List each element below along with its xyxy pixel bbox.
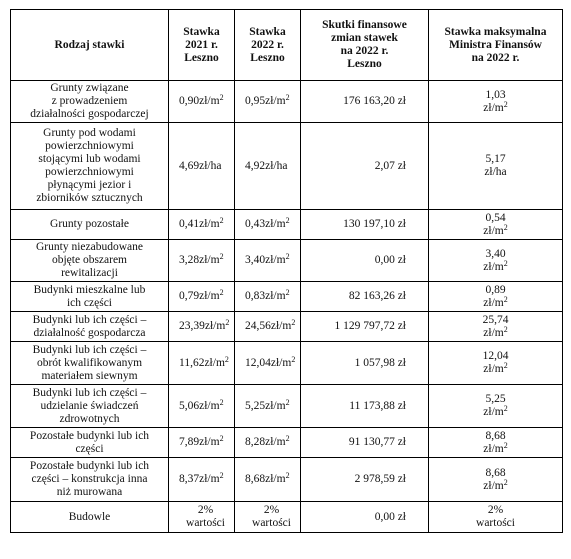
rate-unit: $zł/m^2$ [270, 354, 296, 369]
table-row [11, 210, 563, 240]
rate-type-line: stojącymi lub wodami [38, 153, 141, 165]
rate-type-line: zdrowotnych [59, 412, 120, 425]
rate-type-line: Budynki lub ich części – [32, 343, 147, 356]
rate-value: 0,41 [179, 218, 200, 230]
rate-unit: $zł/m^2$ [199, 93, 224, 107]
rate-type-line: materiałem siewnym [41, 369, 138, 382]
rate-value: 7,89 [179, 436, 200, 448]
rate-2021-cell [169, 312, 235, 342]
rate-2021-cell [169, 240, 235, 282]
rate-value: 11,62 [179, 356, 205, 369]
rate-value: 23,39 [179, 320, 205, 332]
rate-type-line: działalność gospodarcza [33, 326, 146, 339]
rate-value: 3,28 [179, 254, 200, 266]
rate-2022-cell [235, 502, 301, 533]
rate-value: 8,37 [179, 473, 200, 485]
rate-type-line: Grunty pod wodami [43, 127, 136, 139]
square-superscript: 2 [285, 397, 290, 407]
rate-type-line: płynącymi jezior i [47, 179, 132, 191]
document-page [10, 9, 562, 533]
rate-2021-cell [169, 502, 235, 533]
rate-type-line: ich części [66, 296, 112, 309]
rate-type-line: Budynki lub ich części – [32, 313, 147, 326]
rate-type-line: Budynki mieszkalne lub [33, 283, 146, 296]
square-superscript: 2 [285, 288, 290, 297]
rate-unit: $zł/m^2$ [204, 354, 229, 369]
rate-value: 0,43 [245, 218, 266, 230]
table-row [11, 385, 563, 428]
table-row [11, 458, 563, 502]
rate-value: 2% [197, 504, 214, 516]
rate-value: 8,68 [245, 473, 266, 485]
square-superscript: 2 [219, 397, 224, 407]
rate-type-line: Grunty niezabudowane [36, 241, 143, 253]
rate-value: 2% [487, 504, 504, 516]
rate-2021-cell [169, 81, 235, 123]
rate-2021-cell [169, 428, 235, 458]
rate-unit: $zł/m^2$ [199, 397, 224, 412]
rate-unit: $zł/m^2$ [265, 434, 290, 448]
rate-type-cell [11, 240, 169, 282]
square-superscript: 2 [219, 216, 224, 225]
rate-type-line: Grunty pozostałe [50, 218, 129, 230]
square-superscript: 2 [503, 361, 508, 370]
square-superscript: 2 [225, 318, 230, 327]
rate-2022-cell [235, 123, 301, 210]
header-max-rate: Stawka maksymalna Ministra Finansów na 2022 r. [429, 10, 563, 81]
header-row [11, 10, 563, 81]
rate-2022-cell [235, 81, 301, 123]
rate-type-line: udzielanie świadczeń [40, 399, 139, 412]
header-rate-2021: Stawka 2021 r. Leszno [169, 10, 235, 81]
rate-value: 24,56 [245, 320, 271, 332]
rate-type-cell [11, 312, 169, 342]
square-superscript: 2 [503, 404, 508, 413]
rate-unit: wartości [186, 517, 225, 529]
rate-unit: $zł/m^2$ [483, 222, 508, 237]
rate-type-cell [11, 210, 169, 240]
rate-unit: wartości [252, 517, 291, 529]
rate-value: 0,90 [179, 95, 200, 107]
rate-value: 3,40 [485, 247, 506, 260]
rate-value: 1,03 [485, 88, 506, 101]
square-superscript: 2 [503, 294, 508, 304]
financial-effect-cell: 176 163,20 zł [301, 81, 429, 123]
tax-rates-table [10, 9, 563, 533]
financial-effect-cell: 2,07 zł [301, 123, 429, 210]
rate-unit: $zł/m^2$ [199, 434, 224, 448]
square-superscript: 2 [503, 440, 508, 450]
rate-type-line: zbiorników sztucznych [36, 192, 143, 204]
rate-type-cell [11, 282, 169, 312]
rate-value: 8,68 [485, 466, 506, 479]
rate-unit: $zł/m^2$ [265, 288, 290, 302]
rate-unit: $zł/m^2$ [483, 477, 508, 492]
rate-type-cell [11, 428, 169, 458]
table-row [11, 123, 563, 210]
square-superscript: 2 [219, 288, 224, 297]
rate-2022-cell [235, 282, 301, 312]
table-row [11, 240, 563, 282]
rate-unit: zł/ha [199, 159, 222, 172]
square-superscript: 2 [219, 434, 224, 443]
rate-value: 8,68 [485, 429, 506, 442]
rate-unit: $zł/m^2$ [265, 93, 290, 107]
square-superscript: 2 [503, 324, 508, 334]
table-row [11, 81, 563, 123]
max-rate-cell [429, 428, 563, 458]
rate-value: 12,04 [482, 350, 509, 362]
rate-type-line: części – konstrukcja inna [31, 473, 148, 485]
max-rate-cell [429, 458, 563, 502]
rate-value: 4,69 [179, 159, 200, 172]
rate-type-line: Budynki lub ich części – [32, 386, 147, 399]
table-row [11, 502, 563, 533]
rate-unit: $zł/m^2$ [265, 397, 290, 412]
rate-type-cell [11, 385, 169, 428]
square-superscript: 2 [291, 318, 296, 327]
table-row [11, 342, 563, 385]
rate-2021-cell [169, 282, 235, 312]
rate-type-line: powierzchniowymi [45, 140, 134, 152]
rate-type-line: Grunty związane [50, 82, 129, 94]
financial-effect-cell: 1 057,98 zł [301, 342, 429, 385]
financial-effect-cell: 2 978,59 zł [301, 458, 429, 502]
rate-type-line: rewitalizacji [61, 267, 118, 279]
square-superscript: 2 [219, 471, 224, 480]
rate-unit: $zł/m^2$ [199, 252, 224, 266]
financial-effect-cell: 130 197,10 zł [301, 210, 429, 240]
max-rate-cell [429, 81, 563, 123]
rate-unit: $zł/m^2$ [199, 216, 224, 230]
rate-unit: zł/ha [265, 159, 288, 172]
rate-value: 12,04 [245, 356, 271, 369]
rate-value: 0,89 [485, 283, 506, 296]
rate-value: 4,92 [245, 159, 266, 172]
max-rate-cell [429, 502, 563, 533]
rate-2022-cell [235, 428, 301, 458]
table-row [11, 428, 563, 458]
rate-2021-cell [169, 123, 235, 210]
rate-unit: $zł/m^2$ [483, 324, 508, 339]
rate-unit: $zł/m^2$ [483, 440, 508, 455]
financial-effect-cell: 0,00 zł [301, 502, 429, 533]
rate-type-line: obrót kwalifikowanym [36, 356, 143, 369]
max-rate-cell [429, 210, 563, 240]
financial-effect-cell: 82 163,26 zł [301, 282, 429, 312]
rate-value: 5,25 [245, 399, 266, 412]
square-superscript: 2 [503, 99, 508, 109]
rate-unit: $zł/m^2$ [265, 252, 290, 266]
square-superscript: 2 [285, 471, 290, 480]
rate-unit: $zł/m^2$ [483, 258, 508, 273]
table-row [11, 282, 563, 312]
max-rate-cell [429, 282, 563, 312]
rate-type-cell [11, 502, 169, 533]
rate-type-line: z prowadzeniem [51, 95, 128, 107]
square-superscript: 2 [291, 354, 296, 364]
max-rate-cell [429, 312, 563, 342]
square-superscript: 2 [503, 477, 508, 487]
rate-2021-cell [169, 385, 235, 428]
rate-unit: $zł/m^2$ [265, 471, 290, 485]
rate-type-cell [11, 81, 169, 123]
rate-value: 0,95 [245, 95, 266, 107]
rate-unit: $zł/m^2$ [265, 216, 290, 230]
rate-type-line: części [75, 442, 104, 455]
rate-type-line: powierzchniowymi [45, 166, 134, 178]
rate-unit: $zł/m^2$ [483, 361, 508, 375]
rate-type-line: niż murowana [56, 486, 123, 498]
rate-type-cell [11, 458, 169, 502]
max-rate-cell [429, 385, 563, 428]
header-rate-2022: Stawka 2022 r. Leszno [235, 10, 301, 81]
rate-unit: $zł/m^2$ [483, 404, 508, 418]
max-rate-cell [429, 240, 563, 282]
rate-2022-cell [235, 240, 301, 282]
rate-unit: $zł/m^2$ [199, 288, 224, 302]
square-superscript: 2 [285, 93, 290, 102]
square-superscript: 2 [224, 354, 229, 364]
rate-2021-cell [169, 458, 235, 502]
max-rate-cell [429, 342, 563, 385]
rate-2022-cell [235, 342, 301, 385]
rate-unit: zł/ha [484, 166, 507, 178]
rate-value: 5,06 [179, 399, 200, 412]
rate-value: 0,54 [485, 211, 506, 224]
rate-unit: $zł/m^2$ [199, 471, 224, 485]
rate-2022-cell [235, 312, 301, 342]
financial-effect-cell: 0,00 zł [301, 240, 429, 282]
square-superscript: 2 [219, 93, 224, 102]
rate-2022-cell [235, 210, 301, 240]
header-financial-effects: Skutki finansowe zmian stawek na 2022 r. Leszno [301, 10, 429, 81]
square-superscript: 2 [285, 252, 290, 261]
table-row [11, 312, 563, 342]
rate-unit: $zł/m^2$ [204, 318, 230, 332]
rate-unit: $zł/m^2$ [270, 318, 296, 332]
rate-2022-cell [235, 385, 301, 428]
rate-2021-cell [169, 210, 235, 240]
rate-value: 0,83 [245, 290, 266, 302]
rate-value: 2% [263, 504, 280, 516]
square-superscript: 2 [219, 252, 224, 261]
rate-type-line: objęte obszarem [51, 254, 128, 266]
rate-value: 0,79 [179, 290, 200, 302]
rate-unit: $zł/m^2$ [483, 99, 508, 114]
max-rate-cell [429, 123, 563, 210]
rate-type-cell [11, 342, 169, 385]
square-superscript: 2 [285, 434, 290, 443]
header-type: Rodzaj stawki [11, 10, 169, 81]
rate-type-line: działalności gospodarczej [30, 108, 149, 120]
square-superscript: 2 [503, 258, 508, 268]
square-superscript: 2 [285, 216, 290, 225]
rate-2022-cell [235, 458, 301, 502]
rate-value: 8,28 [245, 436, 266, 448]
rate-type-cell [11, 123, 169, 210]
rate-type-line: Pozostałe budynki lub ich [29, 429, 150, 442]
rate-type-line: Pozostałe budynki lub ich [29, 460, 150, 472]
financial-effect-cell: 1 129 797,72 zł [301, 312, 429, 342]
rate-value: 5,17 [485, 153, 506, 165]
financial-effect-cell: 91 130,77 zł [301, 428, 429, 458]
rate-value: 25,74 [482, 313, 509, 326]
rate-type-line: Budowle [68, 510, 111, 523]
square-superscript: 2 [503, 222, 508, 232]
rate-value: 5,25 [485, 393, 506, 405]
rate-unit: wartości [476, 517, 515, 529]
rate-value: 3,40 [245, 254, 266, 266]
rate-unit: $zł/m^2$ [483, 294, 508, 309]
rate-2021-cell [169, 342, 235, 385]
financial-effect-cell: 11 173,88 zł [301, 385, 429, 428]
